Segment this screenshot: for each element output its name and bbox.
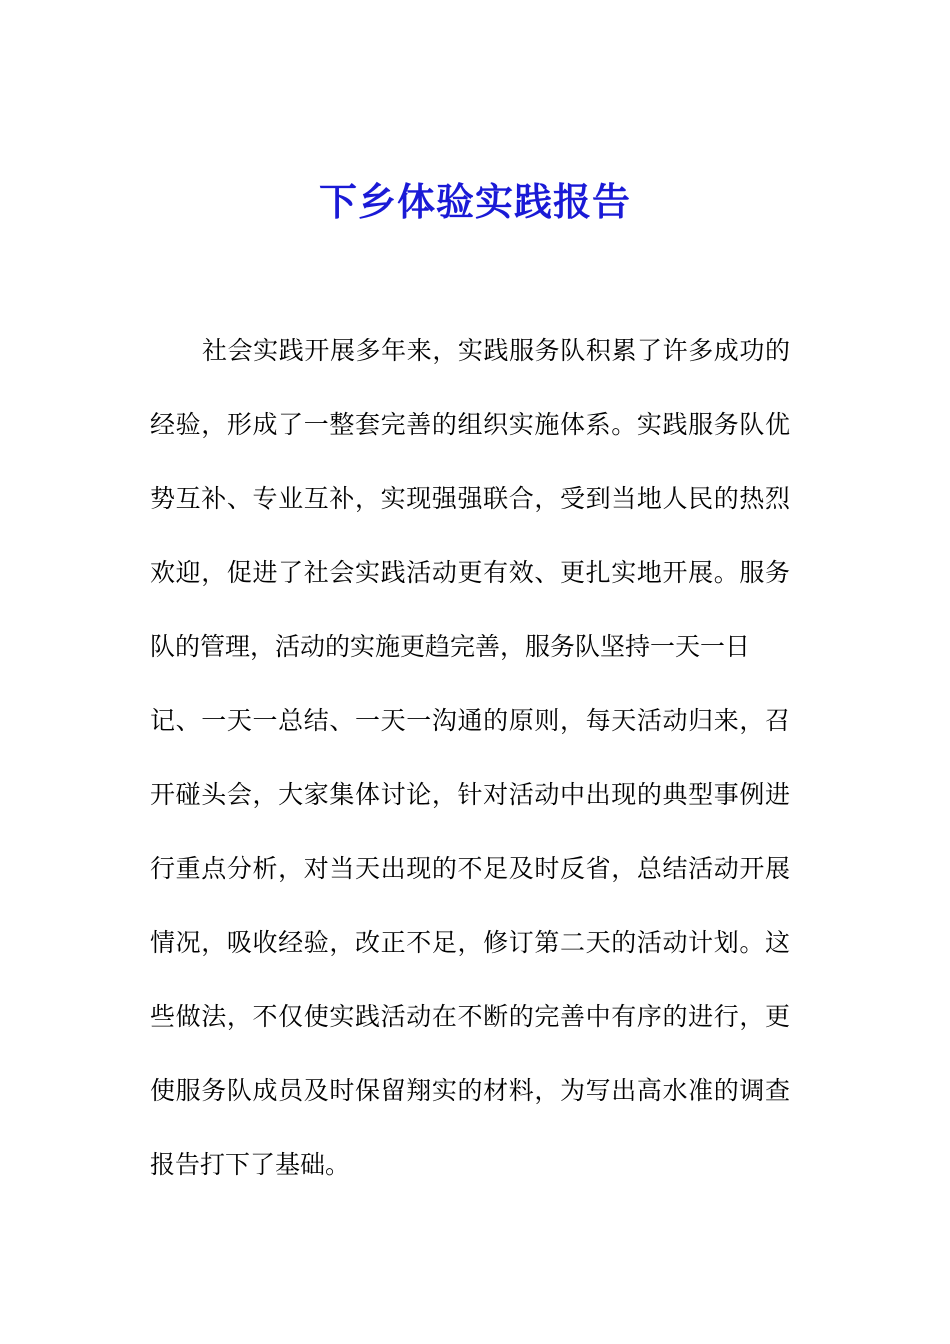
paragraph-line: 经验，形成了一整套完善的组织实施体系。实践服务队优: [150, 410, 790, 439]
body-paragraph: [150, 331, 790, 1219]
paragraph-line: 欢迎，促进了社会实践活动更有效、更扎实地开展。服务: [150, 558, 790, 587]
paragraph-line: 报告打下了基础。: [150, 1150, 351, 1179]
document-title: 下乡体验实践报告: [318, 179, 631, 224]
paragraph-line: 社会实践开展多年来，实践服务队积累了许多成功的: [202, 336, 790, 365]
paragraph-line: 队的管理，活动的实施更趋完善，服务队坚持一天一日: [150, 632, 751, 661]
paragraph-line: 行重点分析，对当天出现的不足及时反省，总结活动开展: [150, 854, 790, 883]
paragraph-line: 势互补、专业互补，实现强强联合，受到当地人民的热烈: [150, 484, 790, 513]
paragraph-line: 些做法，不仅使实践活动在不断的完善中有序的进行，更: [150, 1002, 790, 1031]
paragraph-line: 情况，吸收经验，改正不足，修订第二天的活动计划。这: [150, 928, 790, 957]
paragraph-line: 使服务队成员及时保留翔实的材料，为写出高水准的调查: [150, 1076, 790, 1105]
paragraph-line: 记、一天一总结、一天一沟通的原则，每天活动归来，召: [150, 706, 790, 735]
paragraph-line: 开碰头会，大家集体讨论，针对活动中出现的典型事例进: [150, 780, 790, 809]
